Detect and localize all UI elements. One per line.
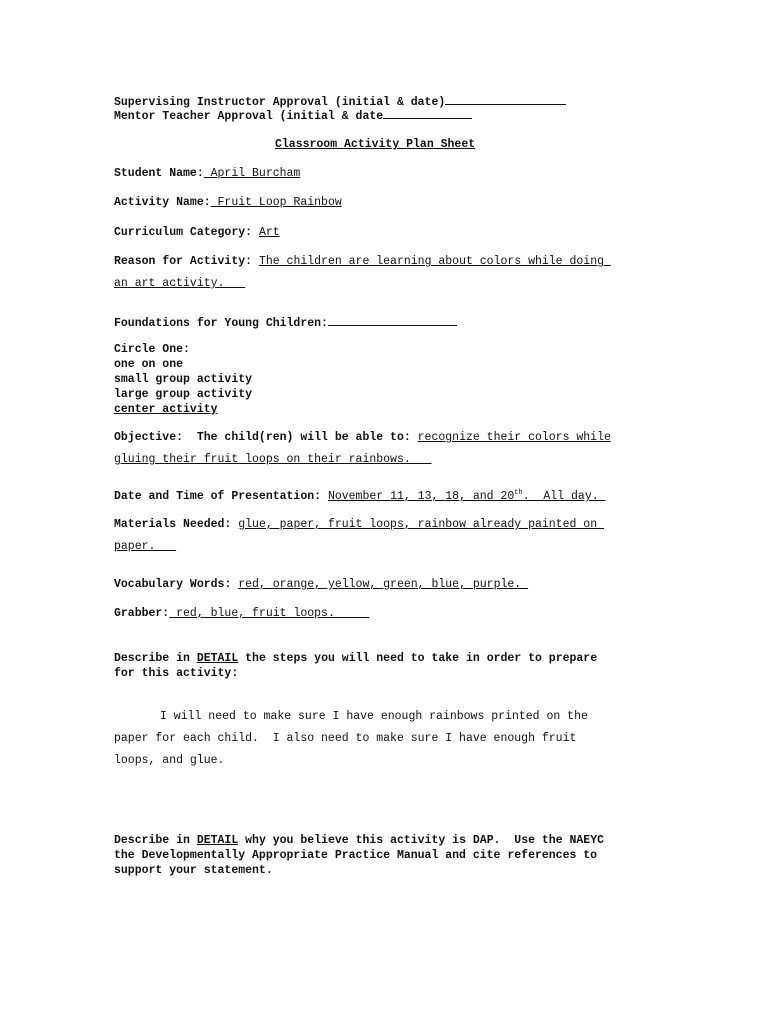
student-name-value: April Burcham [203, 167, 301, 180]
circle-option-center-activity[interactable]: center activity [114, 403, 218, 416]
materials-line-2: paper. [114, 540, 177, 553]
grabber-value: red, blue, fruit loops. [169, 607, 370, 620]
student-name-row [114, 166, 469, 181]
activity-name-label: Activity Name: [114, 196, 211, 209]
activity-name-row [114, 195, 342, 210]
prepare-heading: Describe in DETAIL the steps you will need to take in order to prepare for this activity: [114, 652, 598, 680]
dap-heading: Describe in DETAIL why you believe this activity is DAP. Use the NAEYC the Developmentally Appropriate Practice Manual and cite references to support your statement. [114, 834, 605, 877]
prepare-answer-line-1: I will need to make sure I have enough rainbows printed on the [160, 710, 588, 723]
materials-row [114, 514, 604, 558]
student-name-label: Student Name: [114, 167, 204, 180]
reason-label: Reason for Activity: [114, 255, 253, 268]
prepare-answer-line-3: loops, and glue. [114, 754, 225, 767]
page-title: Classroom Activity Plan Sheet [275, 138, 476, 151]
mentor-approval-blank[interactable] [383, 107, 472, 119]
objective-label: Objective: The child(ren) will be able to: [114, 431, 411, 444]
reason-row [114, 251, 611, 295]
prepare-answer [114, 706, 588, 772]
mentor-approval-line [114, 107, 472, 124]
circle-option-one-on-one[interactable]: one on one [114, 358, 184, 371]
objective-line-2: gluing their fruit loops on their rainbows. [114, 453, 432, 466]
date-time-label: Date and Time of Presentation: [114, 490, 322, 503]
curriculum-category-value: Art [258, 226, 280, 239]
curriculum-category-label: Curriculum Category: [114, 226, 253, 239]
reason-line-2: an art activity. [114, 277, 246, 290]
reason-line-1: The children are learning about colors while doing [258, 255, 611, 268]
vocabulary-label: Vocabulary Words: [114, 578, 232, 591]
materials-label: Materials Needed: [114, 518, 232, 531]
objective-row [114, 427, 611, 471]
vocabulary-value: red, orange, yellow, green, blue, purple. [238, 578, 529, 591]
foundations-label: Foundations for Young Children: [114, 317, 328, 330]
materials-line-1: glue, paper, fruit loops, rainbow already painted on [238, 518, 604, 531]
date-time-row [114, 489, 606, 504]
prepare-detail-emphasis: DETAIL [196, 652, 239, 665]
foundations-blank[interactable] [328, 314, 457, 326]
circle-option-large-group[interactable]: large group activity [114, 388, 253, 401]
dap-detail-emphasis: DETAIL [196, 834, 239, 847]
curriculum-category-row [114, 225, 280, 240]
supervising-approval-label: Supervising Instructor Approval (initial & date) [114, 96, 446, 109]
foundations-row [114, 314, 457, 331]
supervising-approval-blank[interactable] [445, 93, 566, 105]
activity-name-value: Fruit Loop Rainbow [210, 196, 342, 209]
prepare-answer-line-2: paper for each child. I also need to make sure I have enough fruit [114, 732, 577, 745]
grabber-row [114, 606, 369, 621]
vocabulary-row [114, 577, 528, 592]
date-time-value: November 11, 13, 18, and 20th. All day. [327, 489, 606, 503]
objective-line-1: recognize their colors while [417, 431, 611, 444]
circle-one-block [114, 342, 252, 417]
circle-option-small-group[interactable]: small group activity [114, 373, 253, 386]
circle-one-label: Circle One: [114, 343, 190, 356]
grabber-label: Grabber: [114, 607, 170, 620]
mentor-approval-label: Mentor Teacher Approval (initial & date [114, 110, 384, 123]
